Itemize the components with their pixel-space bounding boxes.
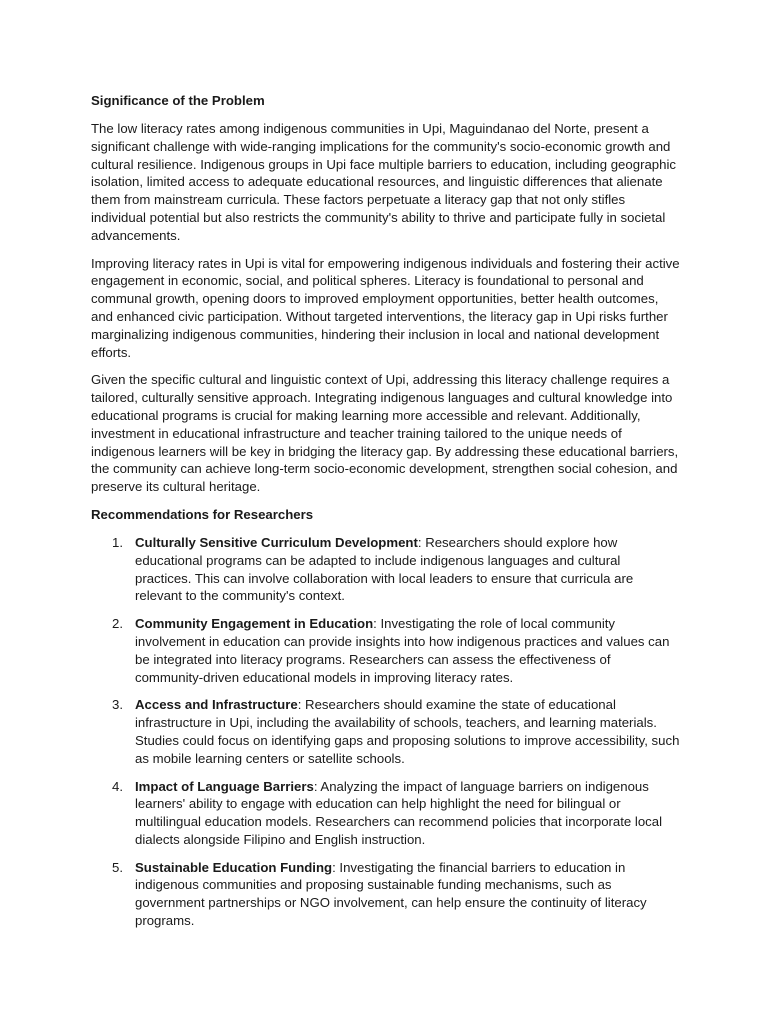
- list-item-text: : Investigating the financial barriers to education in indigenous communities and proposing sustainable funding mechanisms, such as government partnerships or NGO involvement, can help ensure the continuity of literacy programs.: [135, 859, 647, 929]
- list-item-text: : Researchers should examine the state of educational infrastructure in Upi, including the availability of schools, teachers, and learning materials. Studies could focus on identifying gaps and proposing solutions to improve accessibility, such as mobile learning centers or satellite schools.: [135, 697, 680, 766]
- section-heading-significance: Significance of the Problem: [91, 93, 265, 108]
- list-item-text: : Analyzing the impact of language barriers on indigenous learners' ability to engage with education can help highlight the need for bilingual or multilingual education models. Researchers can recommend policies that incorporate local dialects alongside Filipino and English instruction.: [135, 778, 663, 847]
- list-item: [91, 615, 680, 686]
- section-heading-recommendations: Recommendations for Researchers: [91, 506, 314, 522]
- list-item-title: Sustainable Education Funding: [135, 859, 333, 875]
- recommendations-list: [91, 534, 680, 930]
- list-item-number: 1.: [112, 534, 123, 550]
- list-item-number: 4.: [112, 778, 123, 794]
- list-item-title: Impact of Language Barriers: [135, 778, 314, 794]
- list-item-title: Access and Infrastructure: [135, 697, 298, 713]
- list-item: [91, 859, 680, 930]
- list-item-title: Culturally Sensitive Curriculum Development: [135, 534, 418, 550]
- paragraph-1: The low literacy rates among indigenous communities in Upi, Maguindanao del Norte, present a significant challenge with wide-ranging implications for the community's socio-economic growth and cultural resilience. Indigenous groups in Upi face multiple barriers to education, including geographic isolation, limited access to adequate educational resources, and linguistic differences that alienate them from mainstream curricula. These factors perpetuate a literacy gap that not only stifles individual potential but also restricts the community's ability to thrive and participate fully in societal advancements.: [91, 121, 676, 243]
- list-item-text: : Investigating the role of local community involvement in education can provide insights into how indigenous practices and values can be integrated into literacy programs. Researchers can assess the effectiveness of community-driven educational models in improving literacy rates.: [135, 616, 670, 685]
- paragraph-2: Improving literacy rates in Upi is vital for empowering indigenous individuals and fostering their active engagement in economic, social, and political spheres. Literacy is foundational to personal and communal growth, opening doors to improved employment opportunities, better health outcomes, and enhanced civic participation. Without targeted interventions, the literacy gap in Upi risks further marginalizing indigenous communities, hindering their inclusion in local and national development efforts.: [91, 255, 680, 360]
- list-item-number: 5.: [112, 859, 123, 875]
- list-item-title: Community Engagement in Education: [135, 616, 374, 632]
- list-item: [91, 534, 680, 605]
- list-item: [91, 778, 680, 849]
- list-item: [91, 696, 680, 767]
- list-item-number: 3.: [112, 697, 123, 713]
- paragraph-3: Given the specific cultural and linguistic context of Upi, addressing this literacy challenge requires a tailored, culturally sensitive approach. Integrating indigenous languages and cultural knowledge into educational programs is crucial for making learning more accessible and relevant. Additionally, investment in educational infrastructure and teacher training tailored to the unique needs of indigenous learners will be key in bridging the literacy gap. By addressing these educational barriers, the community can achieve long-term socio-economic development, strengthen social cohesion, and preserve its cultural heritage.: [91, 372, 679, 495]
- list-item-number: 2.: [112, 616, 123, 632]
- list-item-text: : Researchers should explore how educational programs can be adapted to include indigenous languages and cultural practices. This can involve collaboration with local leaders to ensure that curricula are relevant to the community's context.: [135, 534, 634, 604]
